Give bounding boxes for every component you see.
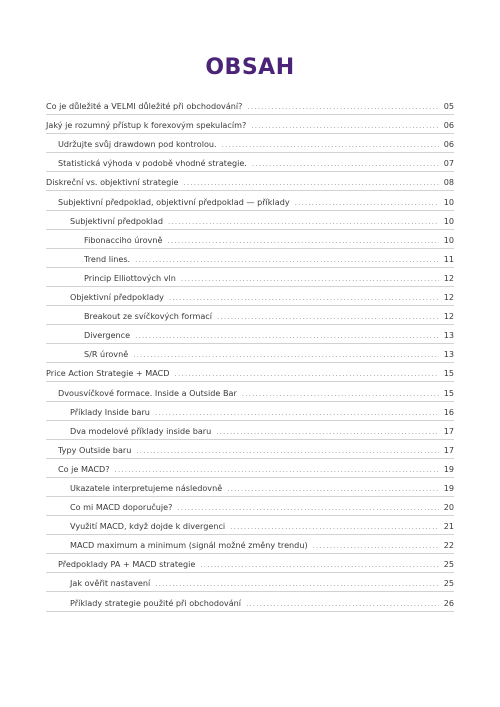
toc-entry-label: Předpoklady PA + MACD strategie: [58, 559, 196, 570]
toc-leader-dots: [155, 409, 439, 417]
toc-entry-label: Ukazatele interpretujeme následovně: [70, 482, 223, 493]
toc-page-number: 12: [443, 311, 454, 322]
toc-entry[interactable]: [46, 573, 454, 592]
page-title: OBSAH: [205, 55, 295, 80]
toc-page-number: 15: [443, 387, 454, 398]
toc-page-number: 21: [443, 521, 454, 532]
toc-entry[interactable]: [46, 134, 454, 153]
toc-page-number: 25: [443, 559, 454, 570]
toc-leader-dots: [216, 428, 439, 436]
toc-leader-dots: [242, 390, 439, 398]
toc-page-number: 19: [443, 482, 454, 493]
toc-entry[interactable]: [46, 592, 454, 611]
toc-leader-dots: [133, 351, 439, 359]
toc-page-number: 17: [443, 444, 454, 455]
toc-leader-dots: [135, 256, 439, 264]
toc-leader-dots: [167, 237, 439, 245]
toc-page-number: 25: [443, 578, 454, 589]
toc-entry-label: Jaký je rozumný přístup k forexovým spekulacím?: [46, 120, 247, 131]
toc-page-number: 06: [443, 139, 454, 150]
toc-entry-label: Co mi MACD doporučuje?: [70, 502, 173, 513]
toc-entry[interactable]: [46, 516, 454, 535]
toc-entry-label: Udržujte svůj drawdown pod kontrolou.: [58, 139, 217, 150]
toc-leader-dots: [247, 103, 439, 111]
toc-leader-dots: [183, 179, 439, 187]
toc-entry[interactable]: [46, 268, 454, 287]
toc-page-number: 10: [443, 196, 454, 207]
toc-entry[interactable]: [46, 191, 454, 210]
toc-entry[interactable]: [46, 249, 454, 268]
toc-entry[interactable]: [46, 325, 454, 344]
toc-entry[interactable]: [46, 421, 454, 440]
toc-entry[interactable]: [46, 382, 454, 401]
toc-leader-dots: [115, 466, 439, 474]
toc-leader-dots: [168, 218, 439, 226]
toc-page-number: 17: [443, 425, 454, 436]
toc-entry[interactable]: [46, 402, 454, 421]
toc-entry-label: MACD maximum a minimum (signál možné změny trendu): [70, 540, 308, 551]
toc-page-number: 08: [443, 177, 454, 188]
toc-entry-label: Typy Outside baru: [58, 444, 132, 455]
toc-entry-label: Price Action Strategie + MACD: [46, 368, 170, 379]
toc-leader-dots: [217, 313, 439, 321]
toc-entry-label: Jak ověřit nastavení: [70, 578, 151, 589]
toc-entry-label: Statistická výhoda v podobě vhodné strategie.: [58, 158, 247, 169]
toc-page-number: 13: [443, 349, 454, 360]
toc-entry-label: Princip Elliottových vln: [84, 272, 176, 283]
toc-entry[interactable]: [46, 535, 454, 554]
toc-entry[interactable]: [46, 459, 454, 478]
toc-leader-dots: [313, 542, 439, 550]
toc-page-number: 12: [443, 292, 454, 303]
toc-entry-label: S/R úrovně: [84, 349, 129, 360]
toc-entry-label: Co je MACD?: [58, 463, 110, 474]
toc-entry[interactable]: [46, 96, 454, 115]
toc-entry[interactable]: [46, 497, 454, 516]
toc-leader-dots: [295, 199, 439, 207]
toc-page-number: 12: [443, 272, 454, 283]
toc-page-number: 19: [443, 463, 454, 474]
toc-entry[interactable]: [46, 344, 454, 363]
toc-page-number: 05: [443, 101, 454, 112]
toc-page-number: 06: [443, 120, 454, 131]
toc-entry-label: Subjektivní předpoklad, objektivní předpoklad — příklady: [58, 196, 290, 207]
toc-entry[interactable]: [46, 440, 454, 459]
toc-entry-label: Breakout ze svíčkových formací: [84, 311, 212, 322]
toc-leader-dots: [252, 160, 439, 168]
toc-leader-dots: [246, 600, 439, 608]
toc-entry-label: Dva modelové příklady inside baru: [70, 425, 212, 436]
toc-entry-label: Příklady strategie použité při obchodování: [70, 597, 242, 608]
toc-leader-dots: [230, 523, 439, 531]
toc-leader-dots: [181, 275, 439, 283]
toc-leader-dots: [136, 447, 439, 455]
toc-page-number: 11: [443, 253, 454, 264]
toc-entry[interactable]: [46, 230, 454, 249]
toc-entry-label: Co je důležité a VELMI důležité při obchodování?: [46, 101, 243, 112]
toc-page-number: 22: [443, 540, 454, 551]
toc-entry[interactable]: [46, 306, 454, 325]
toc-leader-dots: [155, 580, 439, 588]
toc-leader-dots: [177, 504, 439, 512]
toc-page-number: 26: [443, 597, 454, 608]
toc-entry[interactable]: [46, 153, 454, 172]
toc-entry-label: Dvousvíčkové formace. Inside a Outside Bar: [58, 387, 237, 398]
toc-page-number: 10: [443, 234, 454, 245]
toc-entry[interactable]: [46, 554, 454, 573]
toc-entry-label: Objektivní předpoklady: [70, 292, 164, 303]
toc-page-number: 07: [443, 158, 454, 169]
toc-leader-dots: [135, 332, 439, 340]
toc-leader-dots: [251, 122, 439, 130]
toc-page-number: 13: [443, 330, 454, 341]
toc-entry[interactable]: [46, 172, 454, 191]
toc-leader-dots: [169, 294, 439, 302]
toc-entry[interactable]: [46, 478, 454, 497]
toc-entry-label: Využití MACD, když dojde k divergenci: [70, 521, 226, 532]
toc-page-number: 10: [443, 215, 454, 226]
toc-entry-label: Subjektivní předpoklad: [70, 215, 164, 226]
toc-entry-label: Diskreční vs. objektivní strategie: [46, 177, 179, 188]
toc-entry[interactable]: [46, 363, 454, 382]
toc-page-number: 20: [443, 502, 454, 513]
toc-leader-dots: [175, 370, 439, 378]
toc-page-number: 15: [443, 368, 454, 379]
toc-entry-label: Příklady Inside baru: [70, 406, 150, 417]
toc-leader-dots: [227, 485, 439, 493]
toc-leader-dots: [200, 561, 439, 569]
toc-leader-dots: [222, 141, 439, 149]
toc-entry[interactable]: [46, 287, 454, 306]
toc-entry-label: Fibonacciho úrovně: [84, 234, 163, 245]
toc-entry-label: Divergence: [84, 330, 131, 341]
toc-entry-label: Trend lines.: [84, 253, 131, 264]
toc-entry[interactable]: [46, 211, 454, 230]
toc-entry[interactable]: [46, 115, 454, 134]
toc-page-number: 16: [443, 406, 454, 417]
table-of-contents: [46, 96, 454, 612]
